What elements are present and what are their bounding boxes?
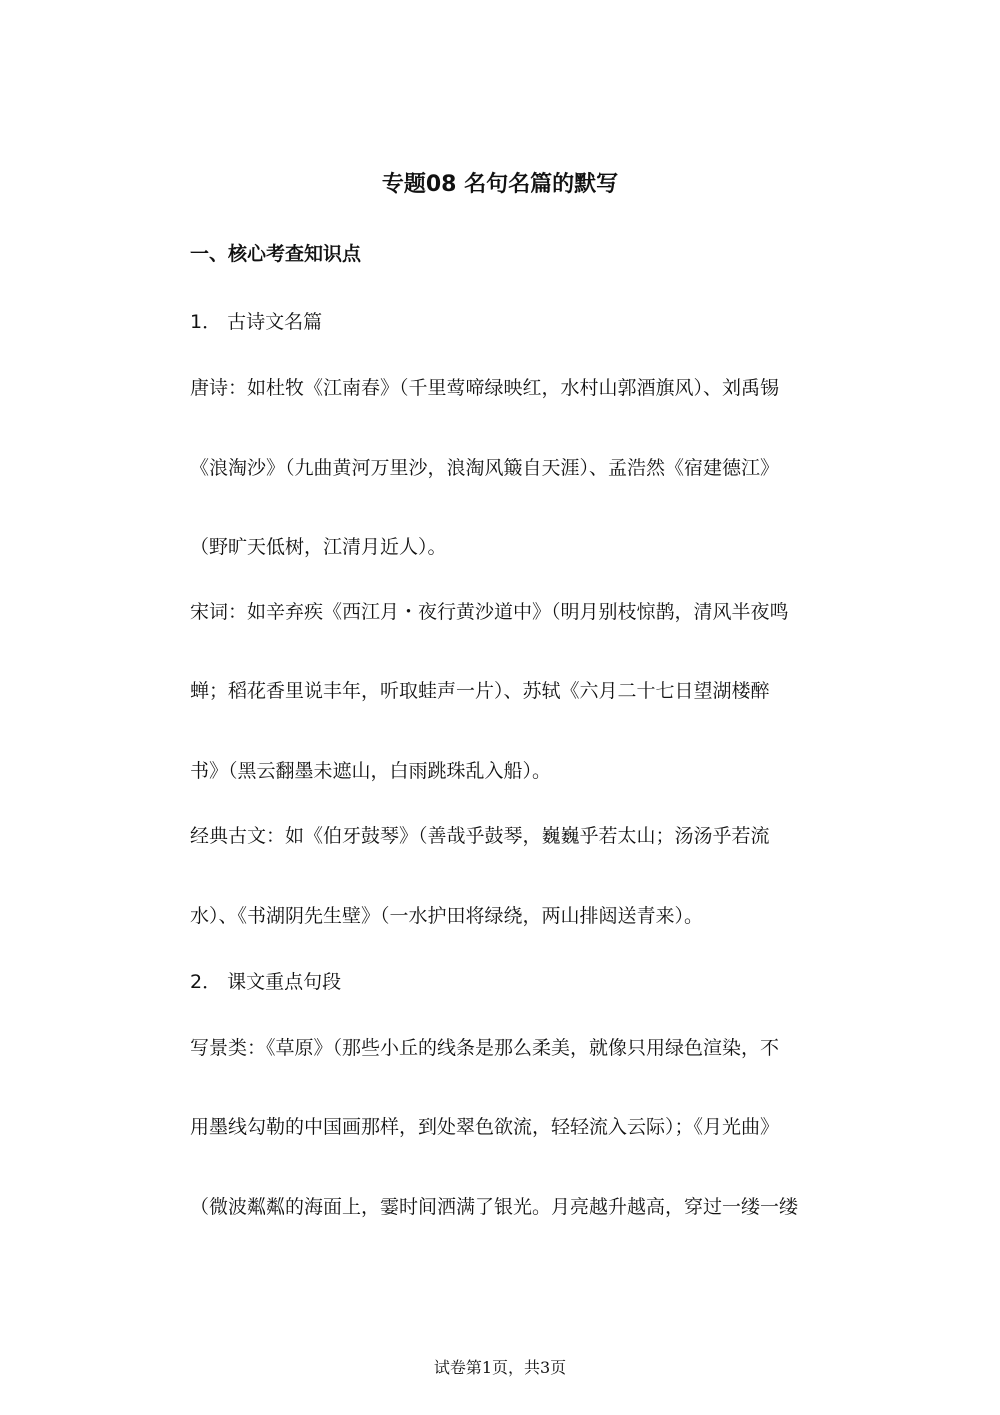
subsection-heading-key-passages: 2． 课文重点句段 [190, 971, 342, 993]
page-title: 专题08 名句名篇的默写 [381, 172, 619, 197]
paragraph-line: 唐诗：如杜牧《江南春》（千里莺啼绿映红，水村山郭酒旗风）、刘禹锡 [190, 377, 780, 399]
paragraph-line: 用墨线勾勒的中国画那样，到处翠色欲流，轻轻流入云际）；《月光曲》 [190, 1116, 780, 1138]
paragraph-line: 宋词：如辛弃疾《西江月・夜行黄沙道中》（明月别枝惊鹊，清风半夜鸣 [190, 601, 789, 623]
paragraph-line: （野旷天低树，江清月近人）。 [190, 536, 447, 558]
page-footer: 试卷第1页，共3页 [433, 1358, 567, 1377]
paragraph-line: （微波粼粼的海面上，霎时间洒满了银光。月亮越升越高，穿过一缕一缕 [190, 1196, 799, 1218]
section-heading: 一、核心考查知识点 [190, 243, 362, 265]
paragraph-line: 水）、《书湖阴先生壁》（一水护田将绿绕，两山排闼送青来）。 [190, 905, 704, 927]
paragraph-line: 书》（黑云翻墨未遮山，白雨跳珠乱入船）。 [190, 760, 552, 782]
paragraph-line: 蝉；稻花香里说丰年，听取蛙声一片）、苏轼《六月二十七日望湖楼醉 [190, 680, 770, 702]
subsection-heading-ancient-poetry: 1． 古诗文名篇 [190, 311, 323, 333]
paragraph-line: 经典古文：如《伯牙鼓琴》（善哉乎鼓琴，巍巍乎若太山；汤汤乎若流 [190, 825, 770, 847]
paragraph-line: 写景类：《草原》（那些小丘的线条是那么柔美，就像只用绿色渲染，不 [190, 1037, 780, 1059]
paragraph-line: 《浪淘沙》（九曲黄河万里沙，浪淘风簸自天涯）、孟浩然《宿建德江》 [190, 457, 780, 479]
